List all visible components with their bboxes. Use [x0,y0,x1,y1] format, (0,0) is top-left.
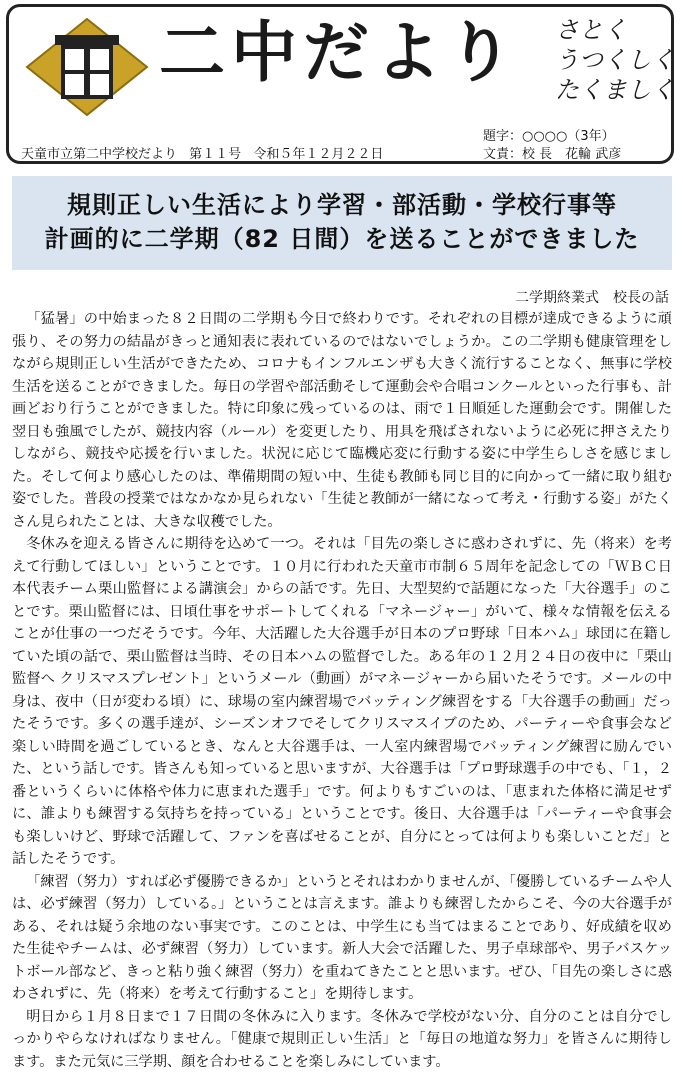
headline-line-1: 規則正しい生活により学習・部活動・学校行事等 [12,188,672,222]
editor-credit: 文責：校 長 花輪 武彦 [483,143,621,162]
paragraph: 「練習（努力）すれば必ず優勝できるか」というとそれはわかりませんが、「優勝しているチームや人は、必ず練習（努力）している。」ということは言えます。誰よりも練習したからこそ、今の大谷選手がある、それは疑う余地のない事実です。このことは、中学生にも当てはまることであり、好成績を収めた生徒やチームは、必ず練習（努力）しています。新人大会で活躍した、男子卓球部や、男子バスケットボール部など、きっと粘り強く練習（努力）を重ねてきたことと思います。ぜひ、「目先の楽しさに惑わされずに、先（将来）を考えて行動すること」を期待します。 [12,871,672,1006]
title-calligrapher: 題字：○○○○（3年） [483,125,615,144]
paragraph: 冬休みを迎える皆さんに期待を込めて一つ。それは「目先の楽しさに惑わされずに、先（将来）を考えて行動してほしい」ということです。１０月に行われた天童市市制６５周年を記念しての「ＷＢＣ日本代表チーム栗山監督による講演会」からの話です。先日、大型契約で話題になった「大谷選手」のことです。栗山監督には、日頃仕事をサポートしてくれる「マネージャー」がいて、様々な情報を伝えることが仕事の一つだそうです。今年、大活躍した大谷選手が日本のプロ野球「日本ハム」球団に在籍していた頃の話で、栗山監督は当時、その日本ハムの監督でした。ある年の１２月２４日の夜中に「栗山監督へ クリスマスプレゼント」というメール（動画）がマネージャーから届いたそうです。メールの中身は、夜中（日が変わる頃）に、球場の室内練習場でバッティング練習をする「大谷選手の動画」だったそうです。多くの選手達が、シーズンオフでそしてクリスマスイブのため、パーティーや食事会など楽しい時間を過ごしているとき、なんと大谷選手は、一人室内練習場でバッティング練習に励んでいた、という話しです。皆さんも知っていると思いますが、大谷選手は「プロ野球選手の中でも、「１，２番というくらいに体格や体力に恵まれた選手」です。何よりもすごいのは、「恵まれた体格に満足せずに、誰よりも練習する気持ちを持っている」ということです。後日、大谷選手は「パーティーや食事会も楽しいけど、野球で活躍して、ファンを喜ばせることが、自分にとっては何よりも楽しいことだ」と話したそうです。 [12,533,672,871]
school-emblem-icon [25,17,149,117]
paragraph: 明日から１月８日まで１７日間の冬休みに入ります。冬休みで学校がない分、自分のことは自分でしっかりやらなければなりません。「健康で規則正しい生活」と「毎日の地道な努力」を皆さんに期待します。また元気に三学期、顔を合わせることを楽しみにしています。 [12,1006,672,1073]
article-body [12,308,672,1073]
paragraph: 「猛暑」の中始まった８２日間の二学期も今日で終わりです。それぞれの目標が達成できるように頑張り、その努力の結晶がきっと通知表に表れているのではないでしょうか。この二学期も健康管理をしながら規則正しい生活ができたため、コロナもインフルエンザも大きく流行することなく、無事に学校生活を送ることができました。毎日の学習や部活動そして運動会や合唱コンクールといった行事も、計画どおり行うことができました。特に印象に残っているのは、雨で１日順延した運動会です。開催した翌日も強風でしたが、競技内容（ルール）を変更したり、用具を飛ばされないように必死に押さえたりしながら、競技や応援を行いました。状況に応じて臨機応変に行動する姿に中学生らしさを感じました。そして何より感心したのは、準備期間の短い中、生徒も教師も同じ目的に向かって一緒に取り組む姿でした。普段の授業ではなかなか見られない「生徒と教師が一緒になって考え・行動する姿」がたくさん見られたことは、大きな収穫でした。 [12,308,672,533]
school-name: 天童市立第二中学校だより [21,147,177,162]
issue-number: 第１１号 [189,147,241,162]
newsletter-title: 二中だより [159,13,519,92]
article-byline: 二学期終業式 校長の話 [515,287,669,307]
motto-line: うつくしく [555,45,665,75]
masthead [6,4,674,164]
headline-banner [12,176,672,270]
school-motto [555,15,665,105]
motto-line: さとく [555,15,665,45]
motto-line: たくましく [555,75,665,105]
headline-line-2: 計画的に二学期（82 日間）を送ることができました [12,222,672,256]
publication-info [21,143,391,162]
issue-date: 令和５年１２月２２日 [253,147,383,162]
